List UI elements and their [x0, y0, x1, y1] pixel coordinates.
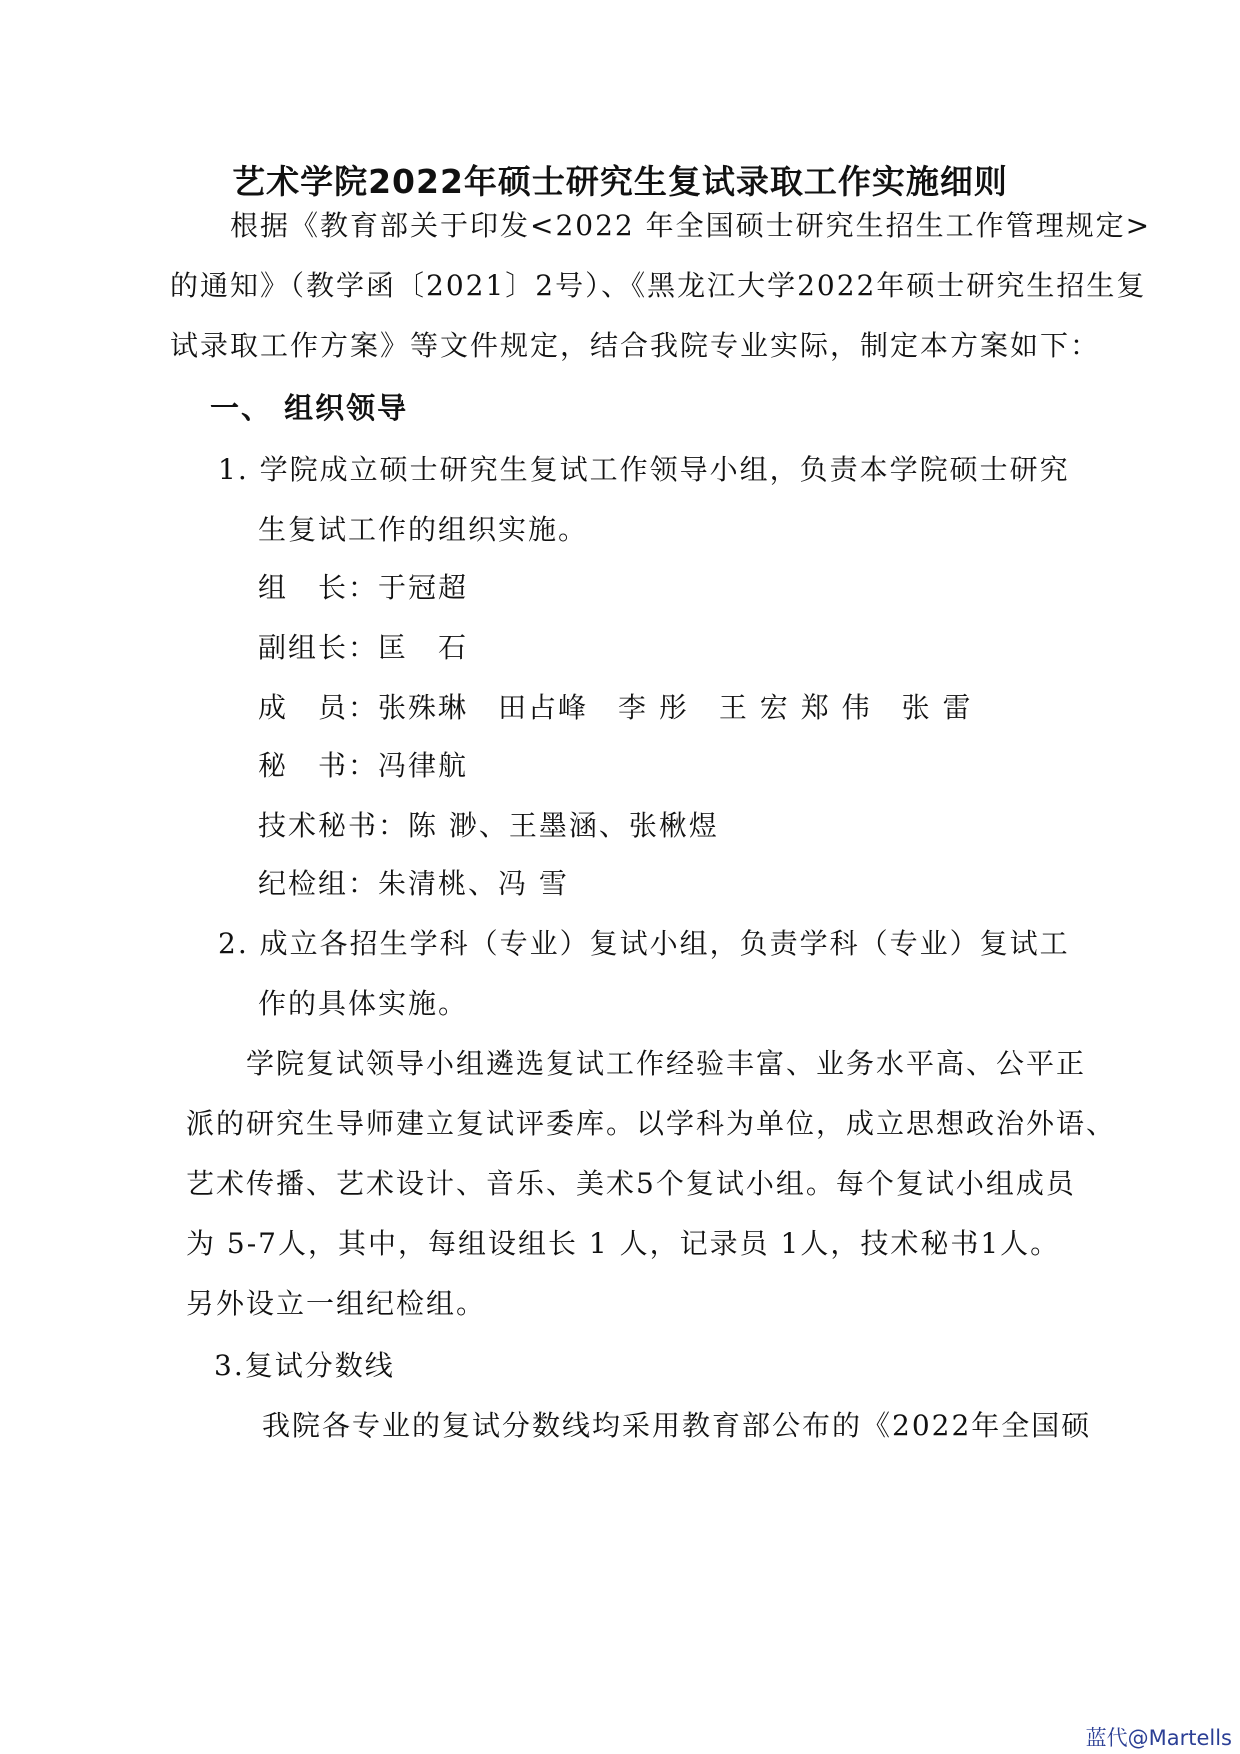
item1-line-2: 生复试工作的组织实施。 — [258, 513, 589, 546]
paragraph-line-1: 学院复试领导小组遴选复试工作经验丰富、业务水平高、公平正 — [246, 1047, 1087, 1080]
member-tech-secretary: 技术秘书：陈 渺、王墨涵、张楸煜 — [258, 809, 719, 842]
paragraph-line-2: 派的研究生导师建立复试评委库。以学科为单位，成立思想政治外语、 — [186, 1107, 1117, 1140]
member-leader: 组 长：于冠超 — [258, 571, 469, 604]
item2-line-1: 2. 成立各招生学科（专业）复试小组，负责学科（专业）复试工 — [218, 927, 1070, 960]
paragraph-line-5: 另外设立一组纪检组。 — [186, 1287, 487, 1320]
intro-line-1: 根据《教育部关于印发<2022 年全国硕士研究生招生工作管理规定> — [230, 209, 1152, 242]
intro-line-3: 试录取工作方案》等文件规定，结合我院专业实际，制定本方案如下： — [170, 329, 1101, 362]
intro-line-2: 的通知》（教学函〔2021〕2号）、《黑龙江大学2022年硕士研究生招生复 — [170, 269, 1147, 302]
section-heading: 一、 组织领导 — [210, 391, 409, 425]
watermark: 蓝代@Martells — [1085, 1726, 1232, 1750]
paragraph-line-4: 为 5-7人，其中，每组设组长 1 人，记录员 1人，技术秘书1人。 — [186, 1227, 1061, 1260]
item2-line-2: 作的具体实施。 — [258, 987, 469, 1020]
item3-line-1: 我院各专业的复试分数线均采用教育部公布的《2022年全国硕 — [262, 1409, 1092, 1442]
item3-heading: 3.复试分数线 — [214, 1349, 395, 1382]
paragraph-line-3: 艺术传播、艺术设计、音乐、美术5个复试小组。每个复试小组成员 — [186, 1167, 1076, 1200]
member-discipline: 纪检组：朱清桃、冯 雪 — [258, 867, 569, 900]
member-list: 成 员：张殊琳 田占峰 李 彤 王 宏 郑 伟 张 雷 — [258, 691, 973, 724]
document-title: 艺术学院2022年硕士研究生复试录取工作实施细则 — [232, 162, 1008, 201]
item1-line-1: 1. 学院成立硕士研究生复试工作领导小组，负责本学院硕士研究 — [218, 453, 1070, 486]
member-secretary: 秘 书：冯律航 — [258, 749, 469, 782]
member-deputy: 副组长：匡 石 — [258, 631, 469, 664]
